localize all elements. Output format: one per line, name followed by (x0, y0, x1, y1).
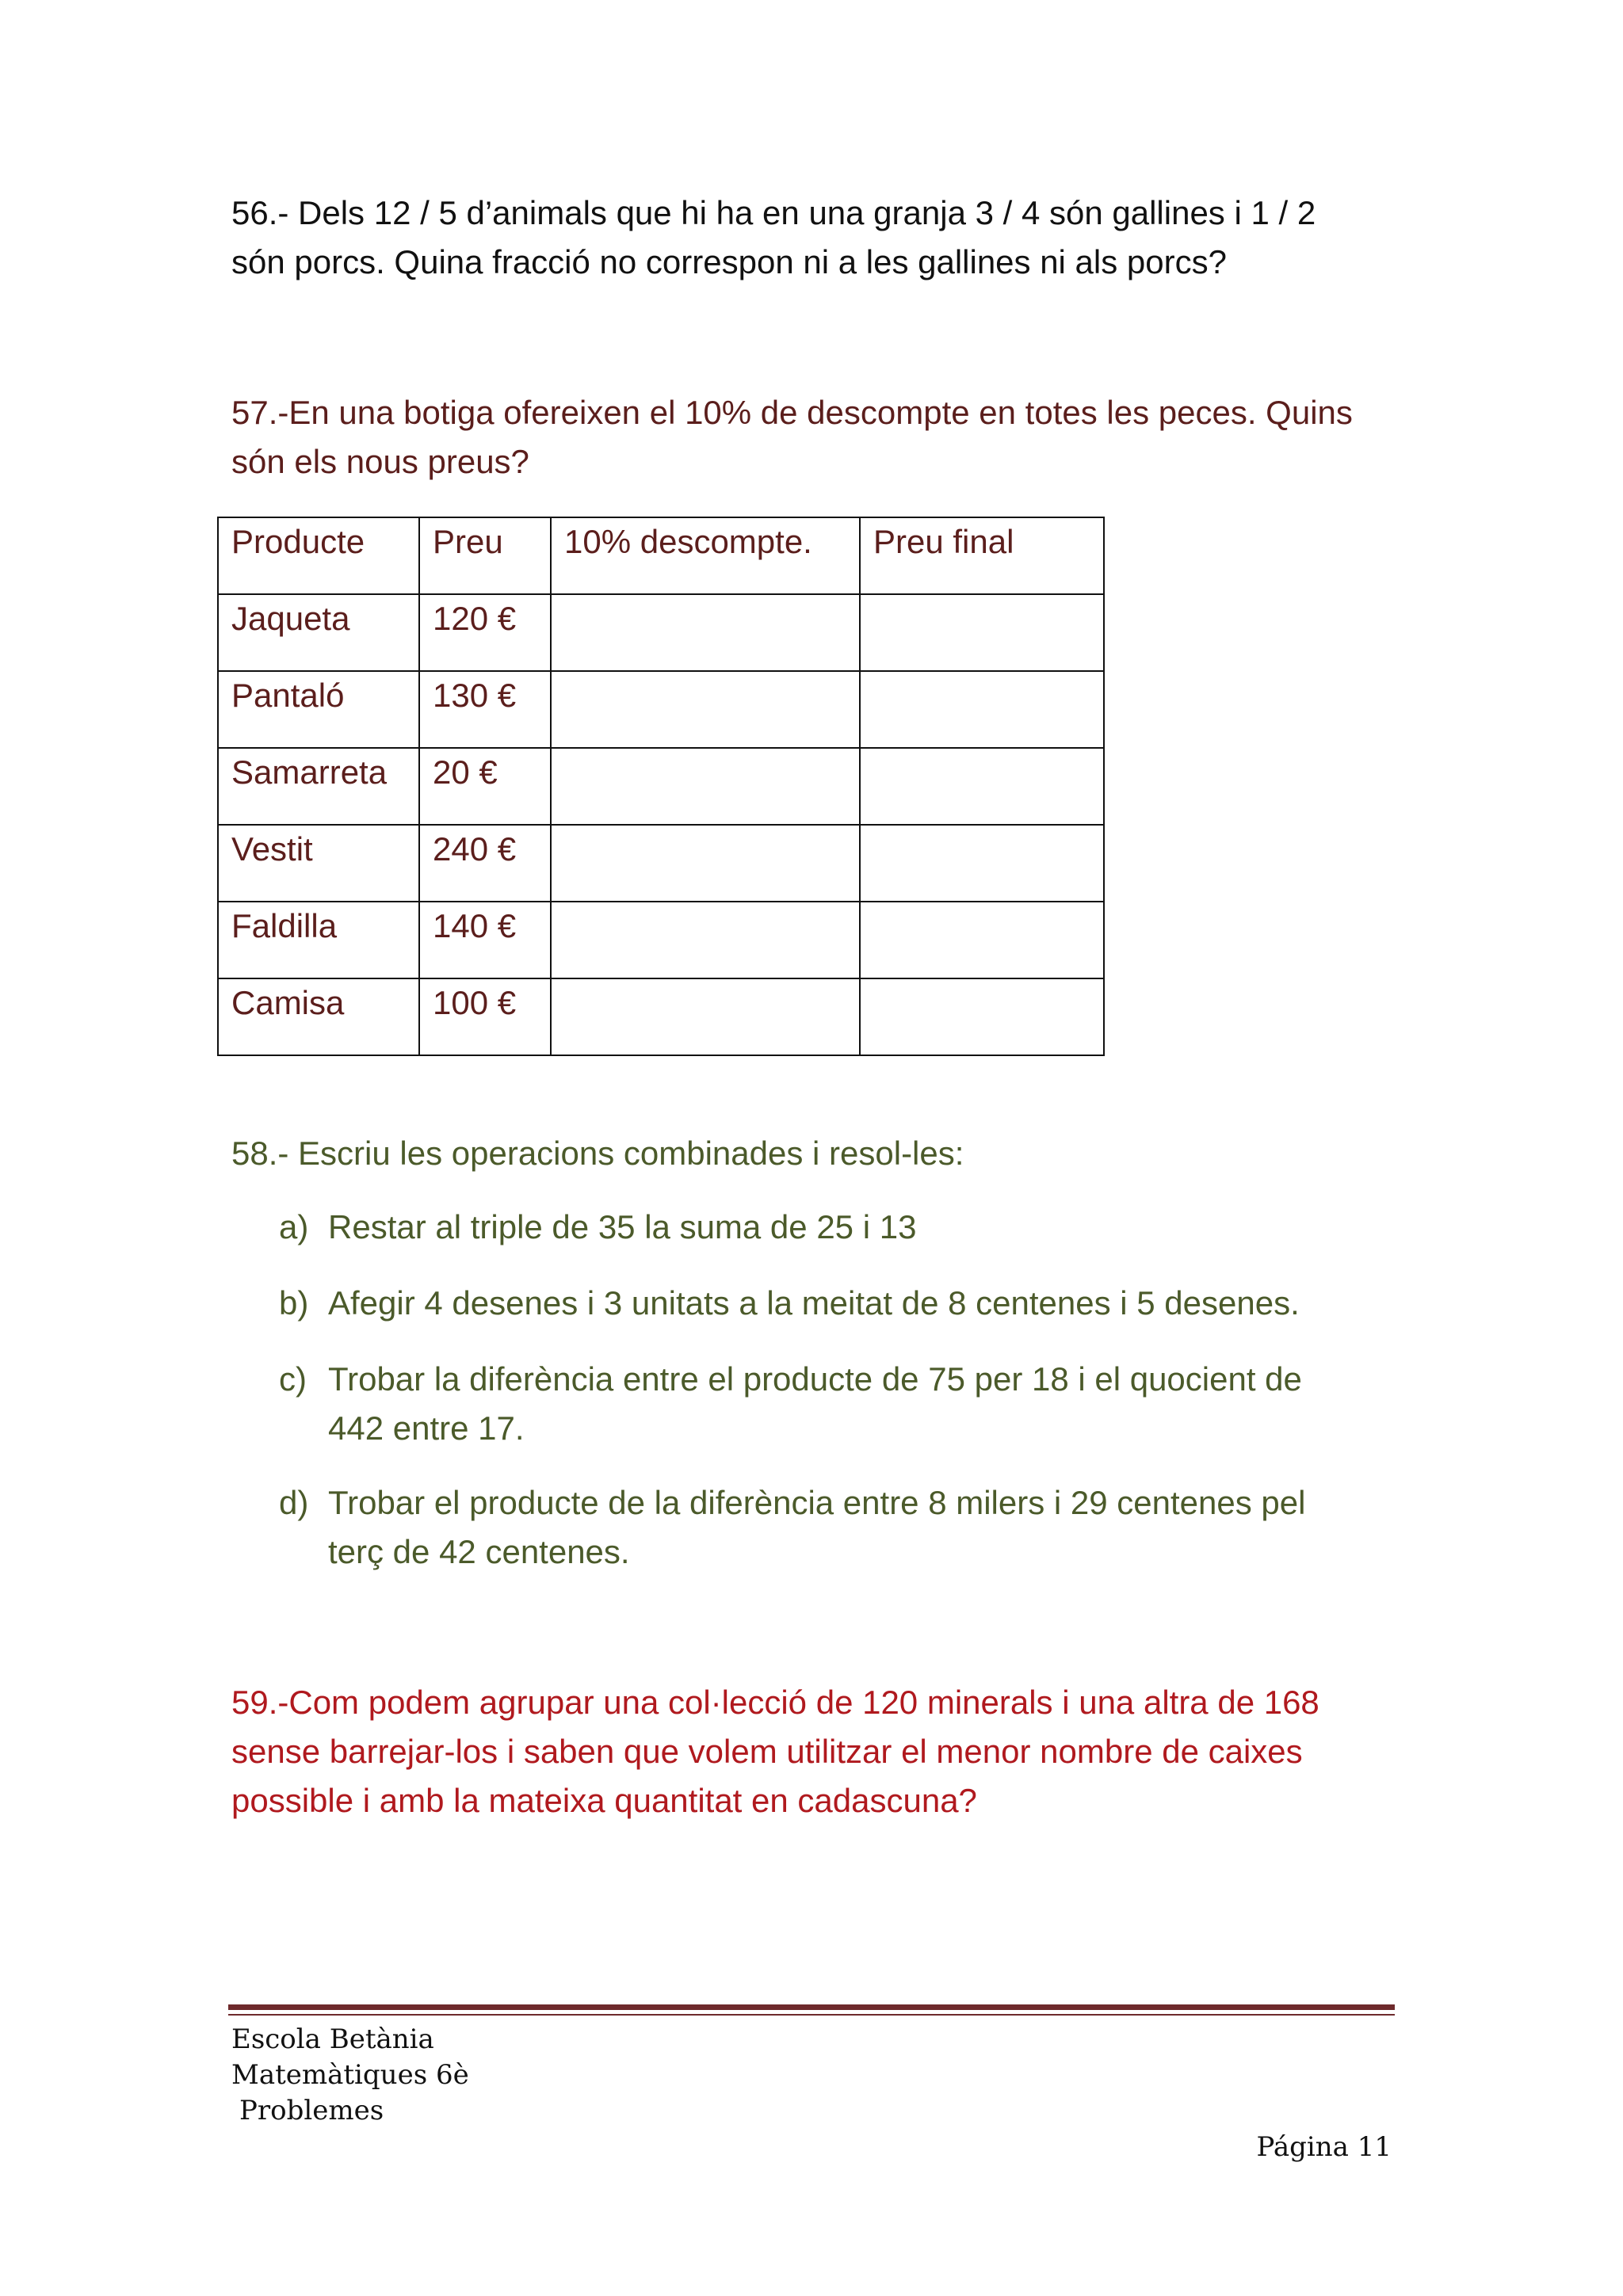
question-56-line-2: són porcs. Quina fracció no correspon ni a les gallines ni als porcs? (231, 243, 1227, 280)
final-price-cell (860, 748, 1104, 825)
discount-cell (551, 748, 860, 825)
footer-divider-thin (228, 2014, 1395, 2016)
item-letter: a) (279, 1208, 309, 1245)
final-price-cell (860, 594, 1104, 671)
discount-cell (551, 671, 860, 748)
price-cell: 100 € (419, 978, 551, 1055)
final-price-cell (860, 978, 1104, 1055)
item-line-1: Trobar el producte de la diferència entre 8 milers i 29 centenes pel (328, 1484, 1306, 1521)
item-line-1: Afegir 4 desenes i 3 unitats a la meitat de 8 centenes i 5 desenes. (328, 1284, 1300, 1322)
discount-cell (551, 978, 860, 1055)
page-number: Página 11 (1256, 2131, 1392, 2163)
discount-cell (551, 594, 860, 671)
question-56-line-1: 56.- Dels 12 / 5 d’animals que hi ha en una granja 3 / 4 són gallines i 1 / 2 (231, 194, 1316, 231)
question-57 (231, 388, 1396, 486)
price-cell: 140 € (419, 902, 551, 978)
product-cell: Jaqueta (218, 594, 419, 671)
product-cell: Camisa (218, 978, 419, 1055)
price-cell: 130 € (419, 671, 551, 748)
question-59-line-2: sense barrejar-los i saben que volem utilitzar el menor nombre de caixes (231, 1733, 1303, 1770)
question-59-line-3: possible i amb la mateixa quantitat en cadascuna? (231, 1782, 977, 1819)
discount-cell (551, 825, 860, 902)
footer (231, 2022, 469, 2129)
item-text (328, 1478, 1406, 1577)
header-final-price: Preu final (860, 517, 1104, 594)
item-text (328, 1279, 1406, 1328)
header-discount: 10% descompte. (551, 517, 860, 594)
header-price: Preu (419, 517, 551, 594)
product-cell: Vestit (218, 825, 419, 902)
table-row (218, 671, 1104, 748)
question-57-line-2: són els nous preus? (231, 443, 529, 480)
final-price-cell (860, 825, 1104, 902)
item-line-1: Restar al triple de 35 la suma de 25 i 13 (328, 1208, 917, 1245)
item-letter: b) (279, 1284, 309, 1322)
item-text (328, 1203, 1406, 1252)
footer-divider (228, 2004, 1395, 2010)
table-row (218, 748, 1104, 825)
footer-section: Problemes (239, 2095, 384, 2126)
final-price-cell (860, 902, 1104, 978)
price-table (217, 517, 1105, 1056)
question-59-line-1: 59.-Com podem agrupar una col·lecció de 120 minerals i una altra de 168 (231, 1684, 1319, 1721)
product-cell: Samarreta (218, 748, 419, 825)
item-text (328, 1355, 1406, 1453)
item-line-2: terç de 42 centenes. (328, 1533, 630, 1570)
product-cell: Pantaló (218, 671, 419, 748)
table-row (218, 594, 1104, 671)
question-59 (231, 1678, 1396, 1825)
question-58-title: 58.- Escriu les operacions combinades i resol-les: (231, 1135, 964, 1172)
discount-cell (551, 902, 860, 978)
question-57-line-1: 57.-En una botiga ofereixen el 10% de descompte en totes les peces. Quins (231, 394, 1353, 431)
price-cell: 240 € (419, 825, 551, 902)
item-letter: c) (279, 1360, 307, 1398)
table-row (218, 978, 1104, 1055)
header-product: Producte (218, 517, 419, 594)
footer-school: Escola Betània (231, 2023, 434, 2055)
price-cell: 20 € (419, 748, 551, 825)
price-cell: 120 € (419, 594, 551, 671)
table-row (218, 825, 1104, 902)
footer-subject: Matemàtiques 6è (231, 2059, 469, 2091)
question-56 (231, 189, 1396, 287)
item-line-2: 442 entre 17. (328, 1409, 525, 1447)
table-row (218, 902, 1104, 978)
product-cell: Faldilla (218, 902, 419, 978)
item-letter: d) (279, 1484, 309, 1521)
item-line-1: Trobar la diferència entre el producte de 75 per 18 i el quocient de (328, 1360, 1302, 1398)
table-header-row (218, 517, 1104, 594)
final-price-cell (860, 671, 1104, 748)
